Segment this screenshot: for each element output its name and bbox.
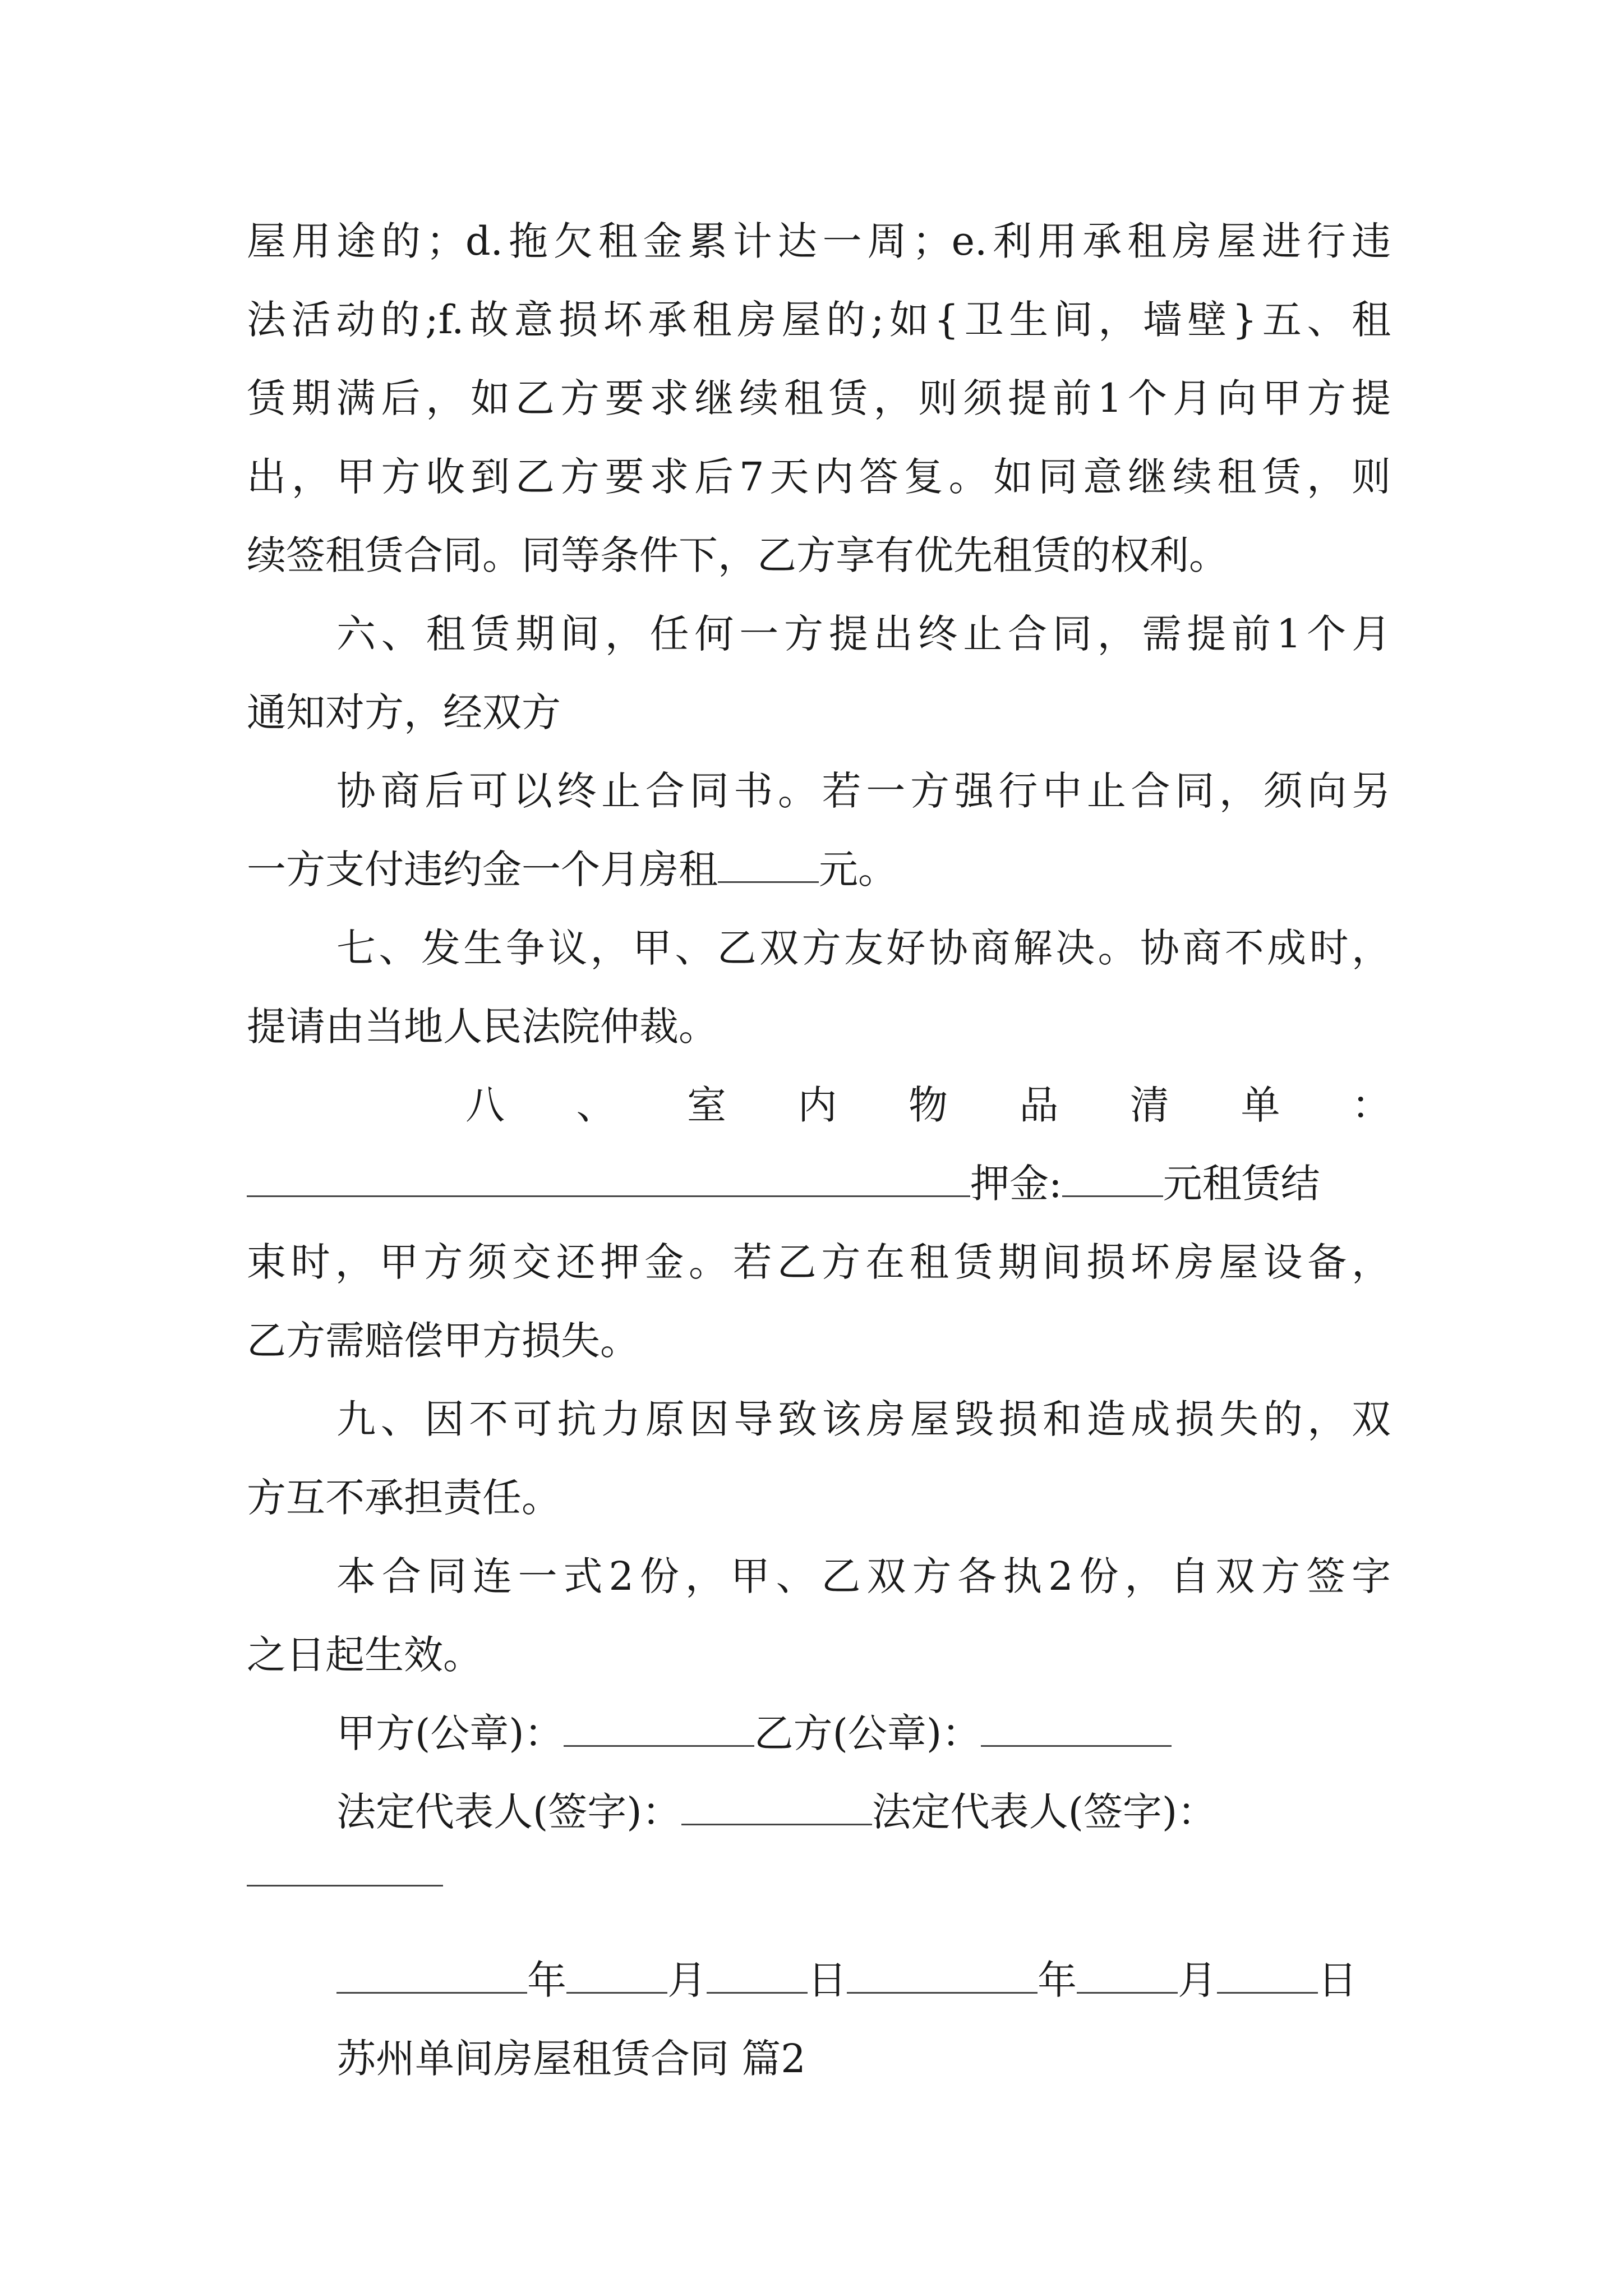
- party-b-rep-blank[interactable]: [247, 1851, 443, 1887]
- party-a-seal-label: 甲方(公章)：: [336, 1710, 564, 1756]
- day-label: 日: [808, 1957, 847, 2003]
- clause-eight-line: 乙方需赔偿甲方损失。: [247, 1318, 639, 1364]
- deposit-amount-blank[interactable]: [1062, 1162, 1163, 1197]
- penalty-text: 一方支付违约金一个月房租: [247, 846, 718, 892]
- penalty-unit: 元。: [819, 846, 897, 892]
- party-b-seal-label: 乙方(公章)：: [754, 1710, 981, 1756]
- party-a-month-blank[interactable]: [566, 1958, 667, 1994]
- party-a-year-blank[interactable]: [336, 1958, 527, 1994]
- day-label: 日: [1318, 1957, 1357, 2003]
- heading-char: 物: [909, 1082, 948, 1128]
- paragraph-line: 赁期满后，如乙方要求继续租赁，则须提前1个月向甲方提: [247, 375, 1391, 421]
- deposit-unit: 元租赁结: [1163, 1161, 1320, 1207]
- seal-row: [247, 1694, 1391, 1773]
- party-a-day-blank[interactable]: [707, 1958, 808, 1994]
- party-b-year-blank[interactable]: [847, 1958, 1038, 1994]
- effective-clause-line: 本合同连一式2份，甲、乙双方各执2份，自双方签字: [336, 1553, 1391, 1599]
- effective-clause-line: 之日起生效。: [247, 1632, 482, 1678]
- party-a-rep-blank[interactable]: [681, 1790, 872, 1825]
- clause-seven-line: 七、发生争议，甲、乙双方友好协商解决。协商不成时，: [336, 925, 1391, 971]
- inventory-list-blank[interactable]: [247, 1162, 970, 1197]
- heading-char: 单: [1241, 1082, 1280, 1128]
- paragraph-line: 续签租赁合同。同等条件下，乙方享有优先租赁的权利。: [247, 532, 1228, 578]
- party-b-rep-blank-row: [247, 1851, 1391, 1941]
- clause-nine-line: 九、因不可抗力原因导致该房屋毁损和造成损失的，双: [336, 1396, 1391, 1442]
- clause-eight-line: 束时，甲方须交还押金。若乙方在租赁期间损坏房屋设备，: [247, 1239, 1391, 1285]
- month-label: 月: [667, 1957, 707, 2003]
- next-section-title: 苏州单间房屋租赁合同 篇2: [336, 2036, 806, 2082]
- heading-char: 清: [1130, 1082, 1169, 1128]
- paragraph-line: 出，甲方收到乙方要求后7天内答复。如同意继续租赁，则: [247, 454, 1391, 500]
- clause-eight-heading: [247, 1066, 1391, 1144]
- party-a-rep-label: 法定代表人(签字)：: [336, 1789, 681, 1835]
- paragraph-line: 屋用途的；d.拖欠租金累计达一周；e.利用承租房屋进行违: [247, 218, 1391, 264]
- clause-six-continued-line: [247, 830, 1391, 909]
- heading-char: 八: [465, 1082, 505, 1128]
- clause-eight-line: [247, 1144, 1391, 1223]
- representative-row: [247, 1773, 1391, 1851]
- clause-six-line: 通知对方，经双方: [247, 689, 561, 735]
- heading-char: 室: [687, 1082, 726, 1128]
- heading-char: 内: [797, 1082, 837, 1128]
- clause-seven-line: 提请由当地人民法院仲裁。: [247, 1004, 718, 1050]
- penalty-amount-blank[interactable]: [718, 848, 819, 883]
- year-label: 年: [1038, 1957, 1077, 2003]
- heading-char: ：: [1352, 1082, 1391, 1128]
- heading-char: 品: [1019, 1082, 1059, 1128]
- party-b-seal-blank[interactable]: [981, 1711, 1172, 1747]
- party-b-rep-label: 法定代表人(签字)：: [872, 1789, 1217, 1835]
- clause-six-continued-line: 协商后可以终止合同书。若一方强行中止合同，须向另: [336, 768, 1391, 814]
- month-label: 月: [1178, 1957, 1217, 2003]
- party-b-month-blank[interactable]: [1077, 1958, 1178, 1994]
- deposit-label: 押金:: [970, 1161, 1062, 1207]
- document-page: [247, 202, 1391, 2098]
- party-a-seal-blank[interactable]: [564, 1711, 754, 1747]
- clause-six-line: 六、租赁期间，任何一方提出终止合同，需提前1个月: [336, 611, 1391, 657]
- date-row: [247, 1941, 1391, 2019]
- year-label: 年: [527, 1957, 566, 2003]
- clause-nine-line: 方互不承担责任。: [247, 1475, 561, 1521]
- heading-char: 、: [576, 1082, 616, 1128]
- party-b-day-blank[interactable]: [1217, 1958, 1318, 1994]
- paragraph-line: 法活动的;f.故意损坏承租房屋的;如{卫生间，墙壁}五、租: [247, 297, 1391, 343]
